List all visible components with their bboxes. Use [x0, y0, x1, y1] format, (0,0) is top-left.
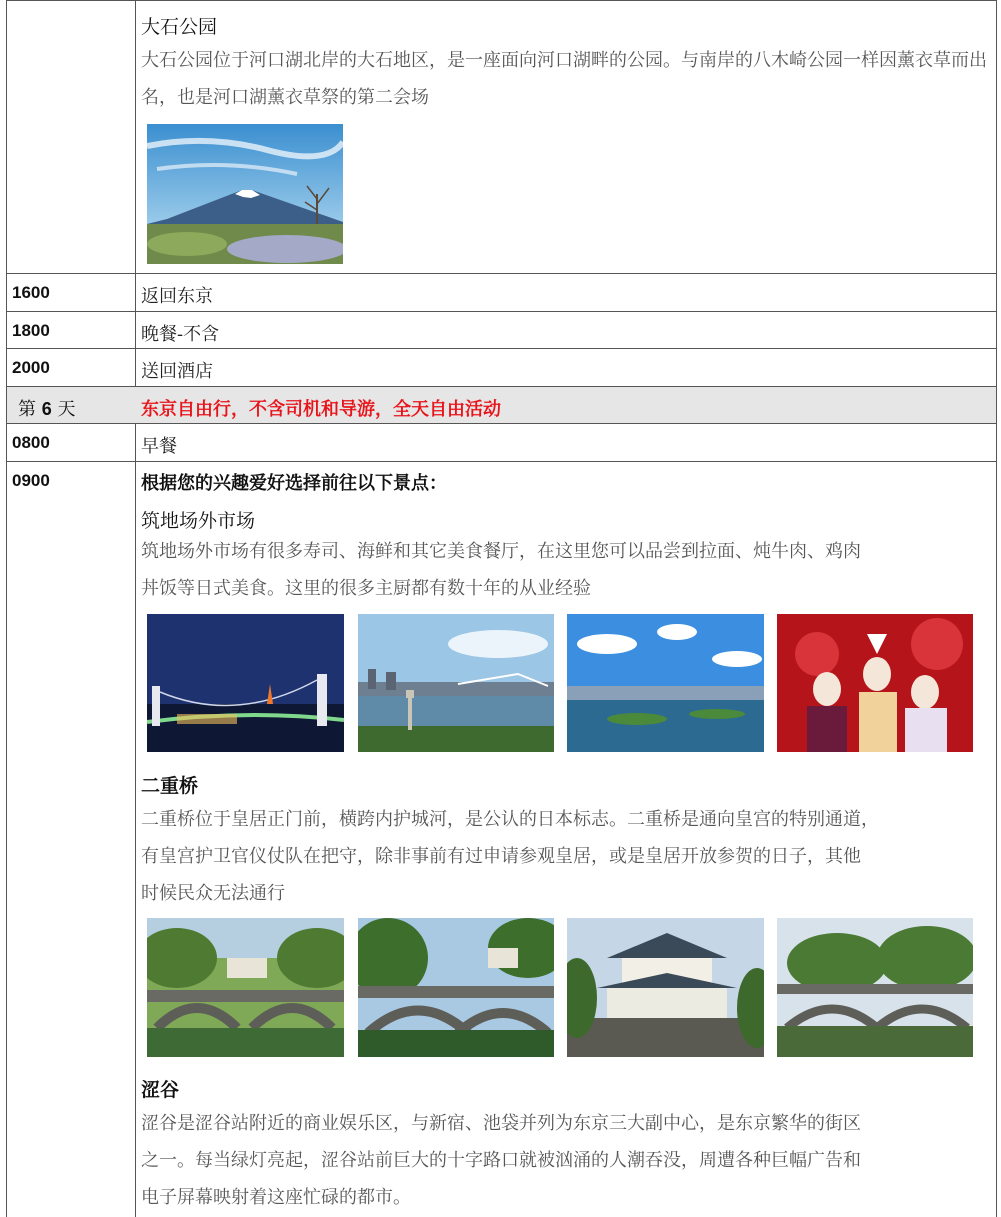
table-divider — [6, 461, 997, 462]
spot-title-oishi-park: 大石公园 — [141, 16, 218, 38]
photo-kabuki-performers — [777, 614, 973, 752]
photo-mount-fuji-lavender — [147, 124, 343, 264]
table-divider — [6, 348, 997, 349]
schedule-activity: 晚餐-不含 — [141, 324, 220, 345]
schedule-time: 1800 — [12, 321, 50, 340]
schedule-time: 0900 — [12, 471, 50, 490]
schedule-time: 2000 — [12, 358, 50, 377]
description-line: 二重桥位于皇居正门前，横跨内护城河，是公认的日本标志。二重桥是通向皇宫的特别通道， — [141, 809, 879, 830]
spot-title-tsukiji: 筑地场外市场 — [141, 510, 256, 532]
day-number: 6 — [41, 399, 52, 419]
photo-imperial-bridge-moat — [777, 918, 973, 1057]
description-line: 电子屏幕映射着这座忙碌的都市。 — [141, 1187, 411, 1208]
table-column-divider — [135, 0, 136, 1217]
spot-title-shibuya: 涩谷 — [141, 1079, 180, 1101]
photo-tokyo-bay — [567, 614, 764, 752]
spot-description-tsukiji — [141, 533, 989, 607]
description-line: 筑地场外市场有很多寿司、海鲜和其它美食餐厅，在这里您可以品尝到拉面、炖牛肉、鸡肉 — [141, 541, 861, 562]
day-label — [18, 395, 75, 421]
schedule-activity: 早餐 — [141, 436, 177, 457]
table-divider — [6, 423, 997, 424]
photo-odaiba-statue — [358, 614, 554, 752]
photo-fushimi-yagura — [567, 918, 764, 1057]
schedule-time: 1600 — [12, 283, 50, 302]
description-line: 丼饭等日式美食。这里的很多主厨都有数十年的从业经验 — [141, 578, 591, 599]
table-left-border — [6, 0, 7, 1217]
table-top-border — [6, 0, 997, 1]
spot-description-nijubashi — [141, 801, 989, 912]
description-line: 涩谷是涩谷站附近的商业娱乐区，与新宿、池袋并列为东京三大副中心，是东京繁华的街区 — [141, 1113, 861, 1134]
schedule-activity: 送回酒店 — [141, 361, 213, 382]
photo-rainbow-bridge-night — [147, 614, 344, 752]
day-prefix: 第 — [18, 399, 36, 420]
description-line: 时候民众无法通行 — [141, 883, 285, 904]
day-suffix: 天 — [57, 399, 76, 420]
spot-description-shibuya — [141, 1105, 989, 1216]
photo-nijubashi-bridge — [147, 918, 344, 1057]
sightseeing-intro: 根据您的兴趣爱好选择前往以下景点： — [141, 473, 447, 494]
description-line: 有皇宫护卫官仪仗队在把守，除非事前有过申请参观皇居，或是皇居开放参贺的日子，其他 — [141, 846, 861, 867]
table-right-border — [996, 0, 997, 1217]
table-divider — [6, 311, 997, 312]
day-summary: 东京自由行，不含司机和导游，全天自由活动 — [141, 399, 501, 420]
schedule-activity: 返回东京 — [141, 286, 213, 307]
description-line: 之一。每当绿灯亮起，涩谷站前巨大的十字路口就被汹涌的人潮吞没，周遭各种巨幅广告和 — [141, 1150, 861, 1171]
table-divider — [6, 273, 997, 274]
schedule-time: 0800 — [12, 433, 50, 452]
photo-nijubashi-stone-bridge — [358, 918, 554, 1057]
spot-description-oishi-park: 大石公园位于河口湖北岸的大石地区，是一座面向河口湖畔的公园。与南岸的八木崎公园一样因薰衣草而出名，也是河口湖薰衣草祭的第二会场 — [141, 50, 987, 108]
spot-title-nijubashi: 二重桥 — [141, 775, 199, 797]
